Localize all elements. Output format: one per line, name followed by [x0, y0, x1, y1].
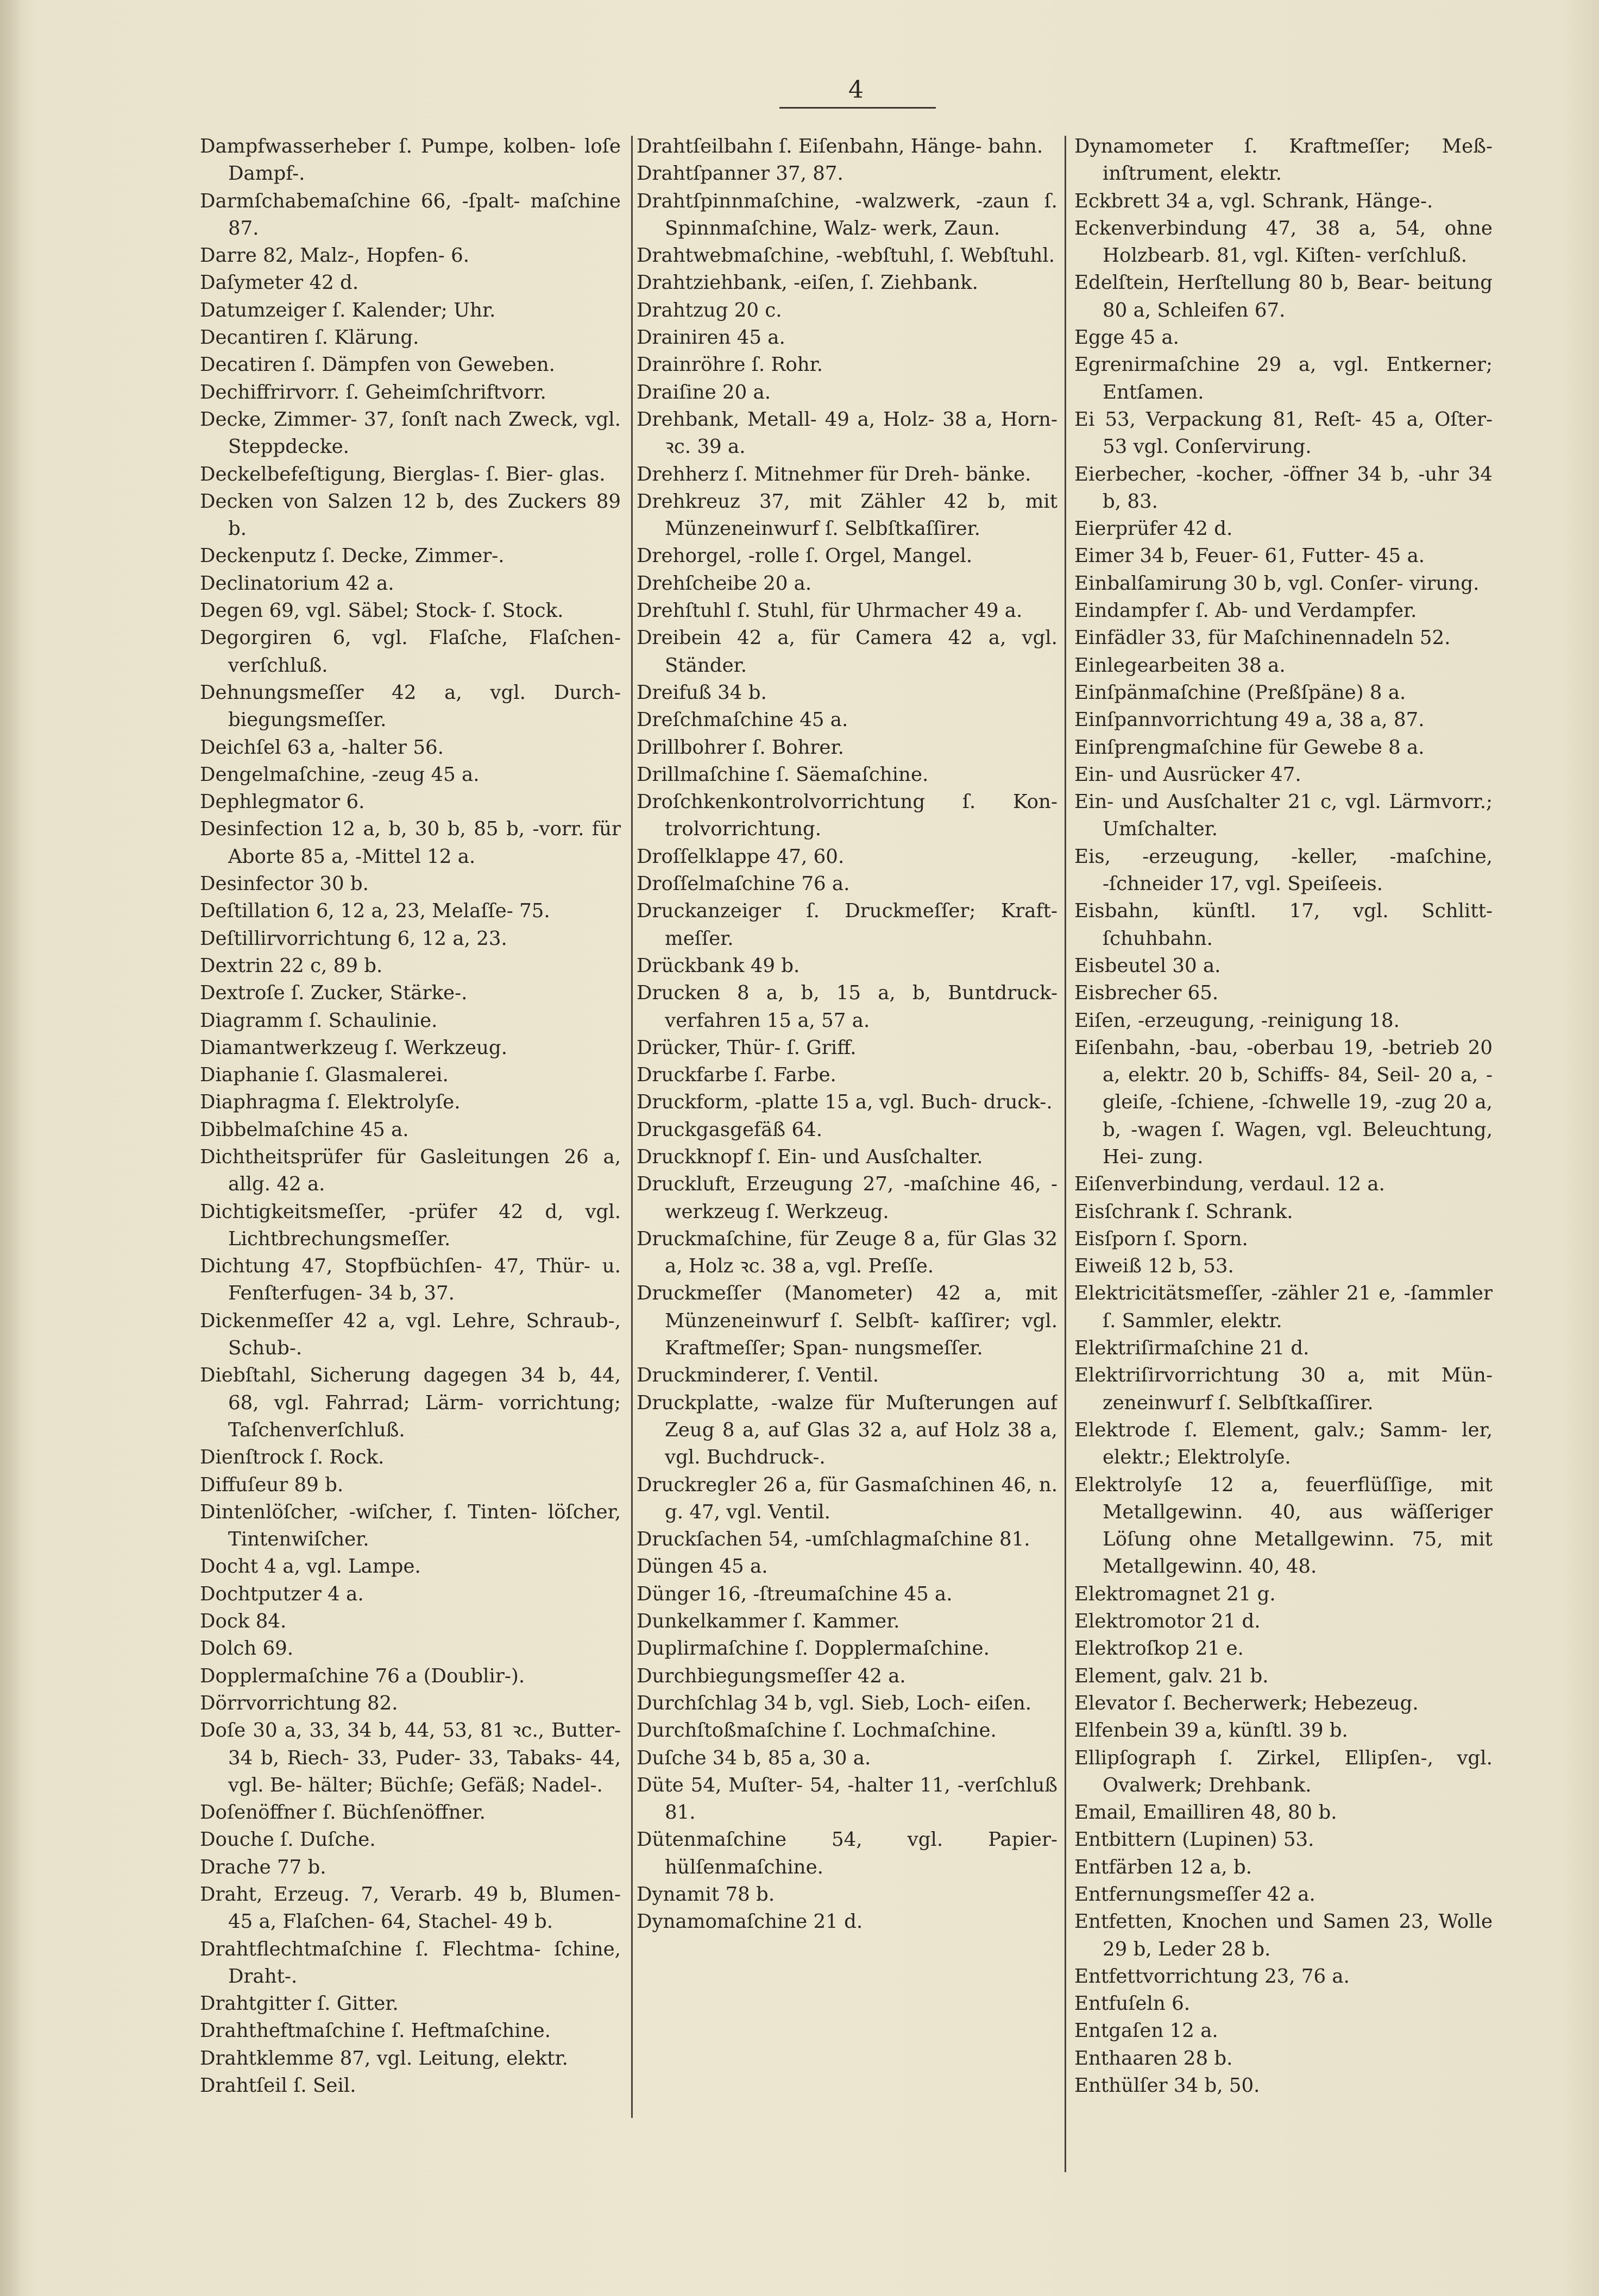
- index-entry: Enthülſer 34 b, 50.: [1074, 2074, 1260, 2097]
- index-column-1: [200, 133, 621, 2164]
- index-entry: Droſſelklappe 47, 60.: [637, 845, 845, 868]
- index-entry: Duſche 34 b, 85 a, 30 a.: [637, 1746, 871, 1769]
- index-entry: Dibbelmaſchine 45 a.: [200, 1118, 409, 1141]
- index-entry: Dolch 69.: [200, 1637, 294, 1660]
- index-entry: Entgaſen 12 a.: [1074, 2020, 1218, 2042]
- index-entry: Düte 54, Muſter- 54, -halter 11, -verſchluß 81.: [637, 1774, 1057, 1824]
- index-entry: Einſpannvorrichtung 49 a, 38 a, 87.: [1074, 709, 1425, 731]
- index-entry: Drücker, Thür- ſ. Griff.: [637, 1036, 857, 1059]
- index-entry: Eisbrecher 65.: [1074, 982, 1219, 1005]
- index-entry: Eierprüfer 42 d.: [1074, 518, 1233, 540]
- index-entry: Dynamit 78 b.: [637, 1883, 775, 1906]
- binding-shadow: [0, 0, 22, 2296]
- index-entry: Dreifuß 34 b.: [637, 681, 767, 704]
- index-entry: Dörrvorrichtung 82.: [200, 1692, 398, 1714]
- index-entry: Douche ſ. Duſche.: [200, 1828, 376, 1851]
- index-entry: Druckform, -platte 15 a, vgl. Buch- druck-.: [637, 1091, 1053, 1114]
- index-entry: Dochtputzer 4 a.: [200, 1582, 364, 1605]
- index-entry: Entfernungsmeſſer 42 a.: [1074, 1883, 1315, 1906]
- index-entry: Drahtheftmaſchine ſ. Heftmaſchine.: [200, 2020, 551, 2042]
- index-entry: Eckenverbindung 47, 38 a, 54, ohne Holzbearb. 81, vgl. Kiſten- verſchluß.: [1074, 217, 1493, 267]
- index-entry: Dickenmeſſer 42 a, vgl. Lehre, Schraub-, Schub-.: [200, 1309, 621, 1360]
- index-entry: Enthaaren 28 b.: [1074, 2047, 1233, 2070]
- index-entry: Draiſine 20 a.: [637, 381, 771, 403]
- index-entry: Dengelmaſchine, -zeug 45 a.: [200, 763, 480, 786]
- index-entry: Druckfarbe ſ. Farbe.: [637, 1064, 836, 1087]
- index-entry: Docht 4 a, vgl. Lampe.: [200, 1555, 421, 1578]
- index-entry: Deſtillation 6, 12 a, 23, Melaſſe- 75.: [200, 900, 550, 923]
- index-entry: Entfettvorrichtung 23, 76 a.: [1074, 1965, 1350, 1988]
- index-entry: Drahtſeil ſ. Seil.: [200, 2074, 356, 2097]
- index-entry: Element, galv. 21 b.: [1074, 1664, 1269, 1687]
- index-entry: Dynamomaſchine 21 d.: [637, 1910, 863, 1933]
- index-entry: Einlegearbeiten 38 a.: [1074, 654, 1286, 677]
- index-entry: Eisſchrank ſ. Schrank.: [1074, 1200, 1293, 1223]
- index-entry: Eierbecher, -kocher, -öffner 34 b, -uhr 34 b, 83.: [1074, 463, 1493, 513]
- index-entry: Drehorgel, -rolle ſ. Orgel, Mangel.: [637, 545, 973, 567]
- index-column-2: [637, 133, 1057, 2164]
- index-entry: Egrenirmaſchine 29 a, vgl. Entkerner; Entſamen.: [1074, 354, 1493, 403]
- index-entry: Durchſchlag 34 b, vgl. Sieb, Loch- eiſen.: [637, 1692, 1032, 1714]
- index-entry: Drahtzug 20 c.: [637, 299, 782, 321]
- index-entry: Druckregler 26 a, für Gasmaſchinen 46, n. g. 47, vgl. Ventil.: [637, 1473, 1057, 1523]
- index-entry: Elektroſkop 21 e.: [1074, 1637, 1244, 1660]
- index-entry: Ein- und Ausrücker 47.: [1074, 763, 1301, 786]
- index-entry: Eindampfer ſ. Ab- und Verdampfer.: [1074, 600, 1417, 622]
- index-entry: Dunkelkammer ſ. Kammer.: [637, 1610, 900, 1633]
- index-entry: Eiſen, -erzeugung, -reinigung 18.: [1074, 1009, 1400, 1032]
- index-entry: Dichtheitsprüfer für Gasleitungen 26 a, allg. 42 a.: [200, 1145, 621, 1196]
- index-entry: Eiſenbahn, -bau, -oberbau 19, -betrieb 20 a, elektr. 20 b, Schiffs- 84, Seil- 20 a, -gleiſe, -ſchiene, -ſchwelle 19, -zug 20 a, b, -wagen ſ. Wagen, vgl. Beleuchtung, Hei- zung.: [1074, 1036, 1493, 1168]
- index-entry: Doſenöffner ſ. Büchſenöffner.: [200, 1801, 486, 1824]
- index-entry: Duplirmaſchine ſ. Dopplermaſchine.: [637, 1637, 990, 1660]
- page-number: 4: [848, 76, 864, 104]
- index-entry: Dintenlöſcher, -wiſcher, ſ. Tinten- löſcher, Tintenwiſcher.: [200, 1500, 621, 1551]
- index-entry: Einſprengmaſchine für Gewebe 8 a.: [1074, 736, 1425, 759]
- index-entry: Dichtung 47, Stopfbüchſen- 47, Thür- u. Fenſterfugen- 34 b, 37.: [200, 1255, 621, 1305]
- index-entry: Degorgiren 6, vgl. Flaſche, Flaſchen- verſchluß.: [200, 627, 621, 677]
- index-entry: Drehſcheibe 20 a.: [637, 572, 812, 595]
- index-entry: Elektrolyſe 12 a, feuerflüſſige, mit Metallgewinn. 40, aus wäſſeriger Löſung ohne Metallgewinn. 75, mit Metallgewinn. 40, 48.: [1074, 1473, 1493, 1578]
- index-entry: Dock 84.: [200, 1610, 287, 1633]
- column-divider: [1065, 136, 1066, 2172]
- index-entry: Eiſenverbindung, verdaul. 12 a.: [1074, 1173, 1385, 1196]
- index-entry: Einbalſamirung 30 b, vgl. Conſer- virung.: [1074, 572, 1480, 595]
- index-entry: Drahtſeilbahn ſ. Eiſenbahn, Hänge- bahn.: [637, 135, 1043, 157]
- index-entry: Deckelbefeſtigung, Bierglas- ſ. Bier- glas.: [200, 463, 606, 485]
- index-entry: Dütenmaſchine 54, vgl. Papier- hülſenmaſchine.: [637, 1828, 1057, 1878]
- index-entry: Datumzeiger ſ. Kalender; Uhr.: [200, 299, 496, 321]
- index-entry: Dechiffrirvorr. ſ. Geheimſchriftvorr.: [200, 381, 546, 403]
- index-entry: Eiweiß 12 b, 53.: [1074, 1255, 1234, 1278]
- index-entry: Dynamometer ſ. Kraftmeſſer; Meß- inſtrument, elektr.: [1074, 135, 1493, 185]
- index-entry: Einfädler 33, für Maſchinennadeln 52.: [1074, 627, 1451, 649]
- index-entry: Dampfwasserheber ſ. Pumpe, kolben- loſe Dampf-.: [200, 135, 621, 185]
- index-entry: Druckanzeiger ſ. Druckmeſſer; Kraft- meſſer.: [637, 900, 1057, 950]
- index-entry: Eckbrett 34 a, vgl. Schrank, Hänge-.: [1074, 190, 1433, 212]
- index-entry: Drahtflechtmaſchine ſ. Flechtma- ſchine, Draht-.: [200, 1938, 621, 1988]
- index-entry: Düngen 45 a.: [637, 1555, 768, 1578]
- index-entry: Desinfector 30 b.: [200, 873, 369, 895]
- index-entry: Dextrin 22 c, 89 b.: [200, 954, 383, 977]
- index-entry: Decke, Zimmer- 37, ſonſt nach Zweck, vgl. Steppdecke.: [200, 408, 621, 458]
- index-entry: Drache 77 b.: [200, 1856, 326, 1878]
- index-entry: Droſchkenkontrolvorrichtung ſ. Kon- trolvorrichtung.: [637, 791, 1057, 841]
- index-entry: Deichſel 63 a, -halter 56.: [200, 736, 444, 759]
- index-entry: Dephlegmator 6.: [200, 791, 365, 813]
- index-entry: Dextroſe ſ. Zucker, Stärke-.: [200, 982, 468, 1005]
- index-entry: Eisſporn ſ. Sporn.: [1074, 1227, 1248, 1250]
- index-entry: Druckplatte, -walze für Muſterungen auf Zeug 8 a, auf Glas 32 a, auf Holz 38 a, vgl. Buchdruck-.: [637, 1391, 1057, 1469]
- index-entry: Drahtziehbank, -eiſen, ſ. Ziehbank.: [637, 272, 978, 294]
- index-entry: Dehnungsmeſſer 42 a, vgl. Durch- biegungsmeſſer.: [200, 681, 621, 731]
- index-entry: Droſſelmaſchine 76 a.: [637, 873, 850, 895]
- index-entry: Edelſtein, Herſtellung 80 b, Bear- beitung 80 a, Schleifen 67.: [1074, 272, 1493, 321]
- header-rule: [779, 107, 936, 109]
- index-entry: Durchſtoßmaſchine ſ. Lochmaſchine.: [637, 1719, 997, 1742]
- index-entry: Daſymeter 42 d.: [200, 272, 359, 294]
- index-entry: Decantiren ſ. Klärung.: [200, 326, 419, 349]
- index-entry: Desinfection 12 a, b, 30 b, 85 b, -vorr. für Aborte 85 a, -Mittel 12 a.: [200, 818, 621, 868]
- index-entry: Elevator ſ. Becherwerk; Hebezeug.: [1074, 1692, 1419, 1714]
- index-entry: Dienſtrock ſ. Rock.: [200, 1446, 385, 1469]
- index-entry: Diaphanie ſ. Glasmalerei.: [200, 1064, 449, 1087]
- index-entry: Elektromagnet 21 g.: [1074, 1582, 1276, 1605]
- index-entry: Diffuſeur 89 b.: [200, 1473, 344, 1496]
- index-entry: Egge 45 a.: [1074, 326, 1179, 349]
- index-entry: Darre 82, Malz-, Hopfen- 6.: [200, 244, 470, 267]
- index-entry: Durchbiegungsmeſſer 42 a.: [637, 1664, 906, 1687]
- index-entry: Entfärben 12 a, b.: [1074, 1856, 1252, 1878]
- index-entry: Dünger 16, -ſtreumaſchine 45 a.: [637, 1582, 953, 1605]
- index-entry: Deſtillirvorrichtung 6, 12 a, 23.: [200, 927, 507, 950]
- index-entry: Draht, Erzeug. 7, Verarb. 49 b, Blumen- 45 a, Flaſchen- 64, Stachel- 49 b.: [200, 1883, 621, 1933]
- index-entry: Elfenbein 39 a, künſtl. 39 b.: [1074, 1719, 1348, 1742]
- index-entry: Decken von Salzen 12 b, des Zuckers 89 b.: [200, 490, 621, 540]
- index-column-3: [1074, 133, 1493, 2164]
- index-entry: Druckmeſſer (Manometer) 42 a, mit Münzeneinwurf ſ. Selbſt- kaſſirer; vgl. Kraftmeſſer; Span- nungsmeſſer.: [637, 1282, 1057, 1360]
- index-entry: Dichtigkeitsmeſſer, -prüfer 42 d, vgl. Lichtbrechungsmeſſer.: [200, 1200, 621, 1250]
- index-entry: Dreſchmaſchine 45 a.: [637, 709, 848, 731]
- index-entry: Druckgasgefäß 64.: [637, 1118, 823, 1141]
- index-entry: Drehherz ſ. Mitnehmer für Dreh- bänke.: [637, 463, 1031, 485]
- index-entry: Darmſchabemaſchine 66, -ſpalt- maſchine 87.: [200, 190, 621, 239]
- index-entry: Ei 53, Verpackung 81, Reſt- 45 a, Oſter- 53 vgl. Conſervirung.: [1074, 408, 1493, 458]
- index-entry: Ein- und Ausſchalter 21 c, vgl. Lärmvorr.; Umſchalter.: [1074, 791, 1493, 841]
- index-entry: Eisbeutel 30 a.: [1074, 954, 1221, 977]
- index-entry: Drahtgitter ſ. Gitter.: [200, 1992, 399, 2015]
- index-entry: Diebſtahl, Sicherung dagegen 34 b, 44, 68, vgl. Fahrrad; Lärm- vorrichtung; Taſchenverſchluß.: [200, 1364, 621, 1441]
- index-entry: Decatiren ſ. Dämpfen von Geweben.: [200, 354, 555, 376]
- index-entry: Druckknopf ſ. Ein- und Ausſchalter.: [637, 1145, 983, 1168]
- index-entry: Dopplermaſchine 76 a (Doublir-).: [200, 1664, 525, 1687]
- index-entry: Einſpänmaſchine (Preßſpäne) 8 a.: [1074, 681, 1406, 704]
- index-entry: Drahtwebmaſchine, -webſtuhl, ſ. Webſtuhl.: [637, 244, 1055, 267]
- index-entry: Ellipſograph ſ. Zirkel, Ellipſen-, vgl. Ovalwerk; Drehbank.: [1074, 1746, 1493, 1796]
- column-divider: [631, 136, 633, 2118]
- index-entry: Diamantwerkzeug ſ. Werkzeug.: [200, 1036, 508, 1059]
- index-entry: Druckminderer, ſ. Ventil.: [637, 1364, 879, 1387]
- index-entry: Elektriſirmaſchine 21 d.: [1074, 1337, 1310, 1360]
- index-entry: Elektriſirvorrichtung 30 a, mit Mün- zeneinwurf ſ. Selbſtkaſſirer.: [1074, 1364, 1493, 1414]
- index-entry: Drillbohrer ſ. Bohrer.: [637, 736, 844, 759]
- index-entry: Drahtſpinnmaſchine, -walzwerk, -zaun ſ. Spinnmaſchine, Walz- werk, Zaun.: [637, 190, 1057, 239]
- index-entry: Diaphragma ſ. Elektrolyſe.: [200, 1091, 461, 1114]
- index-entry: Drillmaſchine ſ. Säemaſchine.: [637, 763, 929, 786]
- index-entry: Eisbahn, künſtl. 17, vgl. Schlitt- ſchuhbahn.: [1074, 900, 1493, 950]
- index-entry: Elektricitätsmeſſer, -zähler 21 e, -ſammler ſ. Sammler, elektr.: [1074, 1282, 1493, 1332]
- index-entry: Eis, -erzeugung, -keller, -maſchine, -ſchneider 17, vgl. Speiſeeis.: [1074, 845, 1493, 895]
- index-entry: Doſe 30 a, 33, 34 b, 44, 53, 81 ꝛc., Butter- 34 b, Riech- 33, Puder- 33, Tabaks- 44, vgl. Be- hälter; Büchſe; Gefäß; Nadel-.: [200, 1719, 621, 1796]
- index-entry: Druckluft, Erzeugung 27, -maſchine 46, -werkzeug ſ. Werkzeug.: [637, 1173, 1057, 1223]
- index-entry: Drehkreuz 37, mit Zähler 42 b, mit Münzeneinwurf ſ. Selbſtkaſſirer.: [637, 490, 1057, 540]
- index-entry: Dreibein 42 a, für Camera 42 a, vgl. Ständer.: [637, 627, 1057, 677]
- index-entry: Degen 69, vgl. Säbel; Stock- ſ. Stock.: [200, 600, 564, 622]
- index-entry: Elektrode ſ. Element, galv.; Samm- ler, elektr.; Elektrolyſe.: [1074, 1418, 1493, 1469]
- index-entry: Drahtſpanner 37, 87.: [637, 162, 843, 185]
- index-entry: Druckſachen 54, -umſchlagmaſchine 81.: [637, 1528, 1030, 1551]
- index-entry: Drehſtuhl ſ. Stuhl, für Uhrmacher 49 a.: [637, 600, 1023, 622]
- index-entry: Entfuſeln 6.: [1074, 1992, 1191, 2015]
- index-entry: Eimer 34 b, Feuer- 61, Futter- 45 a.: [1074, 545, 1425, 567]
- index-entry: Entfetten, Knochen und Samen 23, Wolle 29 b, Leder 28 b.: [1074, 1910, 1493, 1960]
- index-entry: Drehbank, Metall- 49 a, Holz- 38 a, Horn- ꝛc. 39 a.: [637, 408, 1057, 458]
- index-entry: Email, Emailliren 48, 80 b.: [1074, 1801, 1337, 1824]
- index-entry: Drucken 8 a, b, 15 a, b, Buntdruck- verfahren 15 a, 57 a.: [637, 982, 1057, 1032]
- index-entry: Drainiren 45 a.: [637, 326, 785, 349]
- index-entry: Drückbank 49 b.: [637, 954, 800, 977]
- index-entry: Drahtklemme 87, vgl. Leitung, elektr.: [200, 2047, 568, 2070]
- index-entry: Druckmaſchine, für Zeuge 8 a, für Glas 32 a, Holz ꝛc. 38 a, vgl. Preſſe.: [637, 1227, 1057, 1278]
- index-entry: Drainröhre ſ. Rohr.: [637, 354, 823, 376]
- index-entry: Deckenputz ſ. Decke, Zimmer-.: [200, 545, 505, 567]
- index-entry: Entbittern (Lupinen) 53.: [1074, 1828, 1314, 1851]
- index-entry: Declinatorium 42 a.: [200, 572, 394, 595]
- index-entry: Elektromotor 21 d.: [1074, 1610, 1261, 1633]
- index-entry: Diagramm ſ. Schaulinie.: [200, 1009, 438, 1032]
